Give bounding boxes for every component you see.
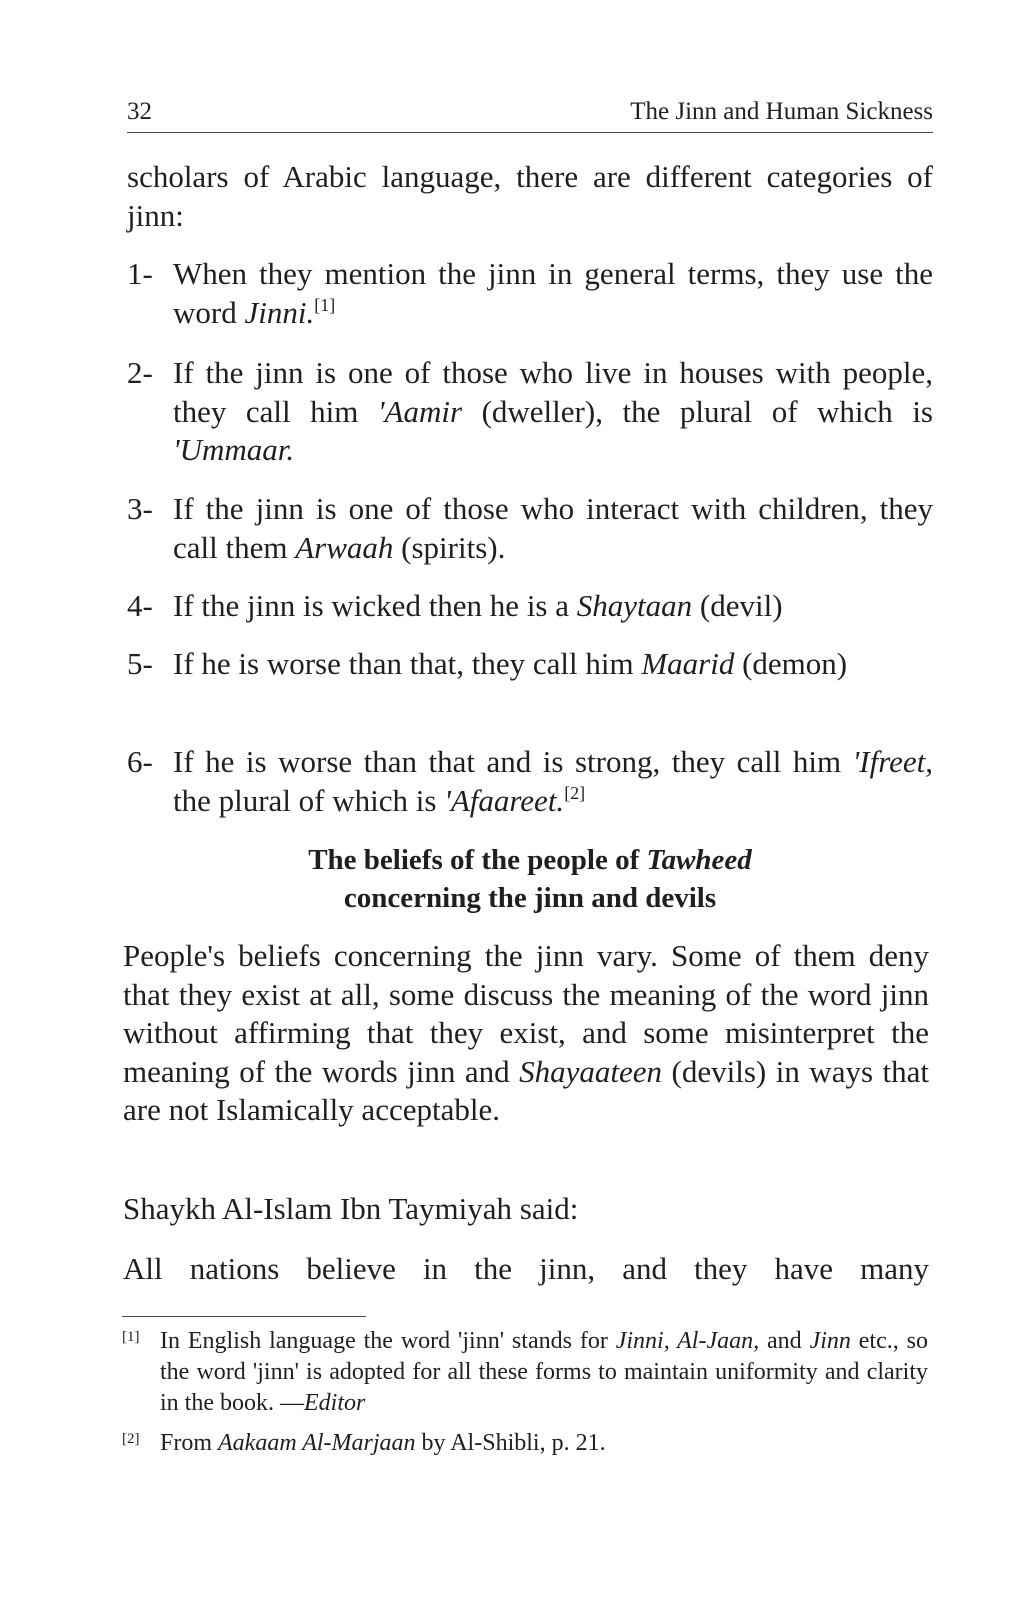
paragraph: All nations believe in the jinn, and they have many <box>123 1251 929 1286</box>
text-run: (devil) <box>692 588 783 623</box>
text-run: (devils) in ways that are not Islamically acceptable. <box>123 1053 929 1127</box>
text-run: If he is worse than that and is strong, they call him <box>173 744 853 779</box>
heading-line: concerning the jinn and devils <box>343 882 717 914</box>
footnote-text <box>160 1326 928 1419</box>
italic-term: Aakaam Al-Marjaan <box>218 1430 416 1456</box>
italic-term: Editor <box>304 1390 366 1416</box>
text-run: If he is worse than that, they call him <box>173 646 642 681</box>
text-run: From <box>160 1430 219 1456</box>
heading-text: The beliefs of the people of <box>308 844 647 876</box>
footnote-ref: [1] <box>314 294 336 315</box>
italic-term: Shaytaan <box>576 588 693 623</box>
italic-term: 'Ummaar. <box>173 432 295 467</box>
text-run: When they mention the jinn in general terms, they use the word <box>173 256 933 330</box>
text-run: the plural of which is <box>173 782 445 818</box>
paragraph: Shaykh Al-Islam Ibn Taymiyah said: <box>123 1191 579 1226</box>
footnote-mark: [2] <box>122 1431 140 1447</box>
header-rule <box>127 132 933 133</box>
list-text <box>173 255 933 332</box>
list-number: 5- <box>127 646 153 681</box>
list-text <box>173 354 933 470</box>
list-number: 3- <box>127 491 153 526</box>
list-number: 4- <box>127 588 153 623</box>
footnote-ref: [2] <box>564 782 586 803</box>
intro-paragraph: scholars of Arabic language, there are different categories of jinn: <box>127 159 933 233</box>
running-head <box>127 94 933 130</box>
list-number: 6- <box>127 744 153 779</box>
text-run: (dweller), the plural of which is <box>462 393 933 429</box>
text-run: If the jinn is one of those who interact with children, they call them <box>173 491 933 565</box>
italic-term: Shayaateen <box>519 1053 663 1089</box>
section-heading <box>127 841 933 917</box>
heading-italic-term: Tawheed <box>646 844 752 876</box>
text-run: If the jinn is wicked then he is a <box>173 588 577 623</box>
italic-term: Arwaah <box>295 529 394 565</box>
italic-term: 'Aamir <box>377 393 463 429</box>
text-run: by Al-Shibli, p. 21. <box>415 1430 606 1456</box>
list-number: 2- <box>127 355 153 390</box>
footnote-mark: [1] <box>122 1329 140 1345</box>
list-text <box>173 490 933 567</box>
footnote-rule <box>122 1316 366 1317</box>
text-run: (demon) <box>734 646 848 681</box>
italic-term: Jinni, Al-Jaan, <box>615 1328 760 1354</box>
italic-term: 'Afaareet. <box>444 782 565 818</box>
text-run: (spirits). <box>393 529 506 565</box>
list-text <box>173 645 933 684</box>
text-run: In English language the word 'jinn' stands for <box>160 1328 616 1354</box>
page-number: 32 <box>127 98 152 125</box>
footnote-text <box>160 1428 928 1459</box>
text-run: etc., so the word 'jinn' is adopted for all these forms to maintain uniformity and clarity in the book. <box>160 1328 928 1416</box>
running-title: The Jinn and Human Sickness <box>630 98 933 125</box>
italic-term: Jinni. <box>244 294 315 330</box>
text-run: If the jinn is one of those who live in houses with people, they call him <box>173 355 933 429</box>
heading-line <box>127 841 933 879</box>
list-number: 1- <box>127 256 153 291</box>
italic-term: 'Ifreet, <box>852 744 933 779</box>
text-run: People's beliefs concerning the jinn vary. Some of them deny that they exist at all, some discuss the meaning of the word jinn without affirming that they exist, and some misinterpret the meaning of the words jinn and <box>123 938 929 1089</box>
text-run: and <box>759 1328 810 1354</box>
italic-term: Jinn <box>809 1328 851 1354</box>
list-text <box>173 587 933 626</box>
text-run: — <box>280 1390 304 1416</box>
list-text <box>173 743 933 820</box>
paragraph <box>123 937 929 1130</box>
italic-term: Maarid <box>641 646 735 681</box>
